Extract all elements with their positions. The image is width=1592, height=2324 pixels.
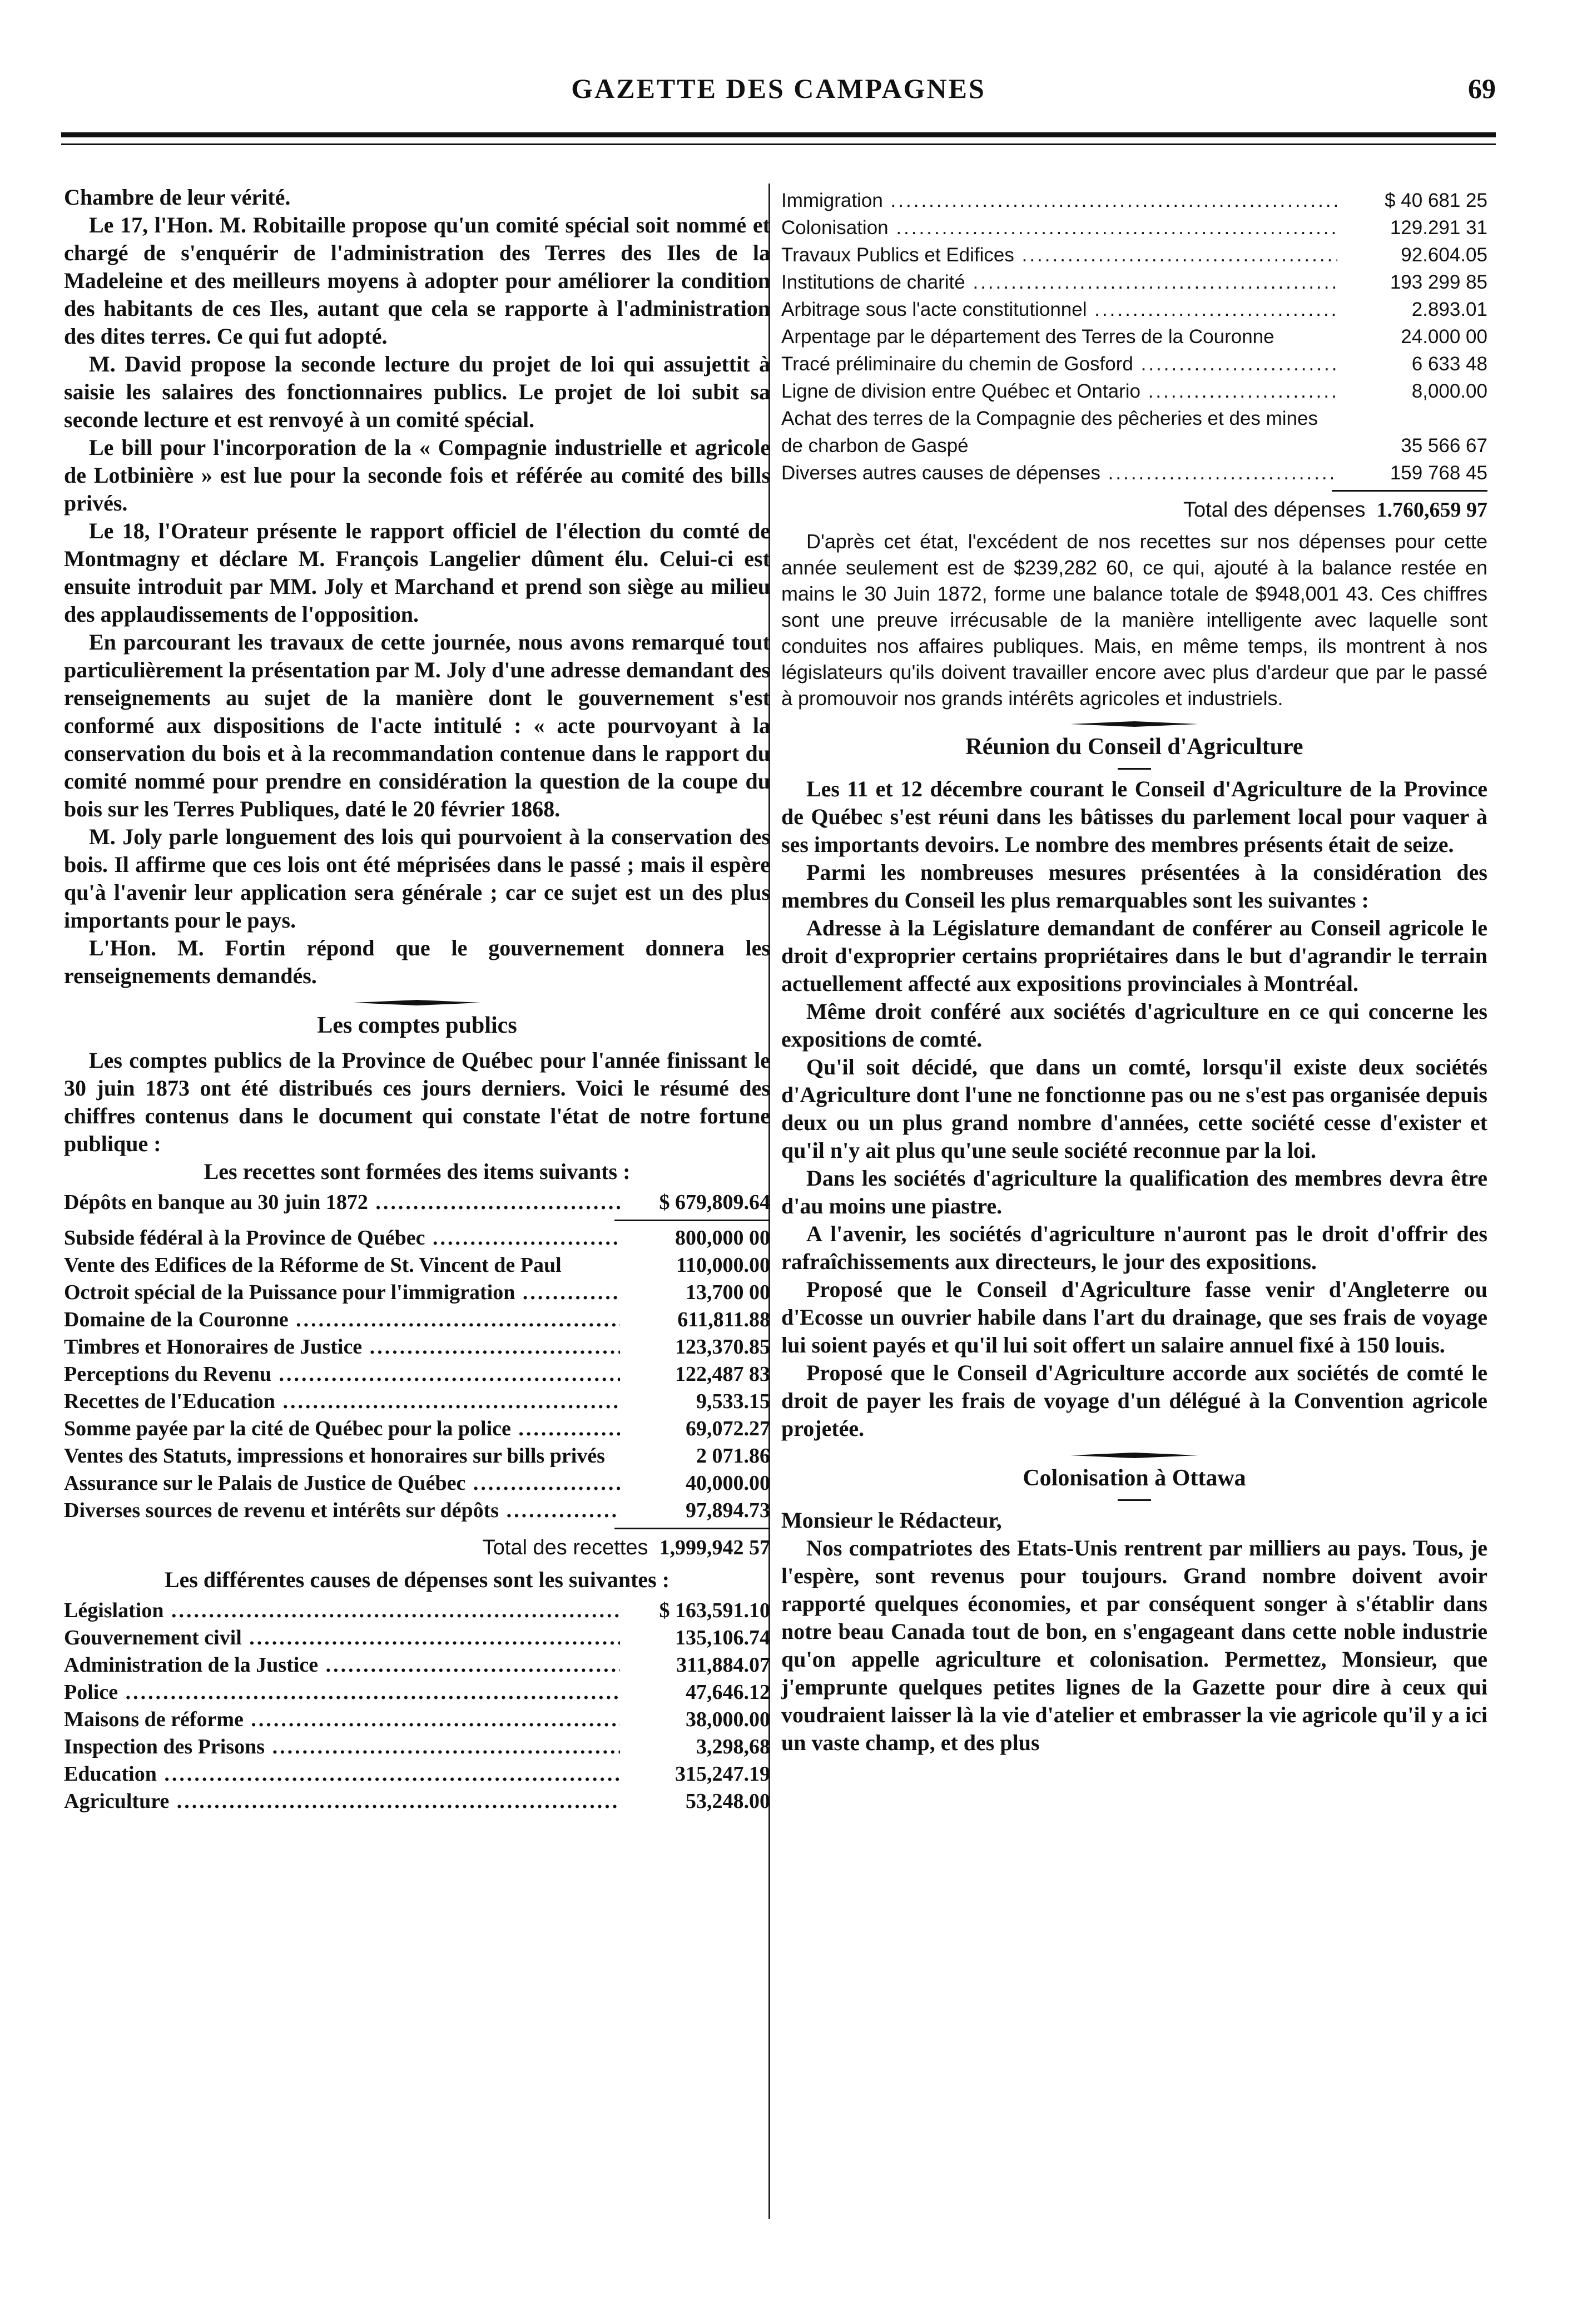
ledger-row [781,296,1487,323]
ledger-amount: 92.604.05 [1401,244,1487,266]
expenses-heading: Les différentes causes de dépenses sont les suivantes : [164,1567,670,1592]
ledger-amount: 611,811.88 [677,1308,770,1331]
sum-rule [614,1528,770,1529]
ledger-amount: 97,894.73 [686,1499,770,1522]
ledger-amount: 13,700 00 [686,1281,770,1304]
paragraph: Parmi les nombreuses mesures présentées à la considération des membres du Conseil les plus remarquables sont les suivantes : [781,860,1487,913]
receipts-ledger [64,1225,770,1524]
ledger-amount: 135,106.74 [675,1626,770,1649]
ledger-amount: 122,487 83 [675,1362,770,1386]
salutation: Monsieur le Rédacteur, [781,1508,1002,1533]
header-rule-thick [61,132,1496,137]
ledger-amount: 47,646.12 [686,1681,770,1704]
ledger-label: Dépôts en banque au 30 juin 1872 ..... [64,1189,620,1216]
ledger-row [781,241,1487,269]
ledger-row [781,323,1487,350]
ledger-amount: 800,000 00 [675,1226,770,1250]
paragraph: En parcourant les travaux de cette journée, nous avons remarqué tout particulièrement la présentation par M. Joly d'une adresse demandant des renseignements au sujet de la manière dont le gouvernement s'est conformé aux dispositions de l'acte intitulé : « acte pourvoyant à la conservation du bois et à la recommandation contenue dans le rapport du comité nommé pour prendre en considération la question de la coupe du bois sur les Terres Publiques, daté le 20 février 1868. [64,630,770,821]
section-heading-colonisation [781,1453,1487,1493]
ledger-amount: 2 071.86 [696,1444,770,1468]
ledger-label: Achat des terres de la Compagnie des pêcheries et des mines de charbon de Gaspé [781,408,1318,457]
header-rule-thin [61,143,1496,145]
paragraph: M. Joly parle longuement des lois qui pourvoient à la conservation des bois. Il affirme que ces lois ont été méprisées dans le passé ; mais il espère qu'à l'avenir leur application sera générale ; car ce sujet est un des plus importants pour le pays. [64,824,770,933]
ledger-label: Ligne de division entre Québec et Ontario ..... [781,378,1337,405]
ledger-amount: 38,000.00 [686,1708,770,1731]
ledger-amount: 311,884.07 [676,1653,770,1677]
section-title: Réunion du Conseil d'Agriculture [965,734,1303,760]
page-number: 69 [1468,73,1496,104]
ledger-amount: 24.000 00 [1401,326,1487,348]
ledger-label: Arpentage par le département des Terres de la Couronne [781,326,1274,348]
ledger-label: Octroit spécial de la Puissance pour l'immigration ..... [64,1279,620,1306]
ledger-label: Diverses autres causes de dépenses ..... [781,459,1337,487]
ledger-row [64,1652,770,1679]
ledger-amount: 129.291 31 [1390,217,1487,239]
ledger-label: Subside fédéral à la Province de Québec ..... [64,1225,620,1252]
ornament-rule-icon [1070,721,1198,727]
ledger-label: Tracé préliminaire du chemin de Gosford ..... [781,350,1337,378]
expenses-ledger-left [64,1597,770,1815]
ledger-label: Gouvernement civil ..... [64,1624,620,1652]
ledger-amount: 8,000.00 [1411,380,1487,402]
ledger-row [64,1189,770,1216]
ledger-label: Diverses sources de revenu et intérêts sur dépôts ..... [64,1497,620,1524]
paragraph: Le 18, l'Orateur présente le rapport officiel de l'élection du comté de Montmagny et déclare M. François Langelier dûment élu. Celui-ci est ensuite introduit par MM. Joly et Marchand et prend son siège au milieu des applaudissements de l'opposition. [64,518,770,627]
paragraph: Proposé que le Conseil d'Agriculture fasse venir d'Angleterre ou d'Ecosse un ouvrier habile dans l'art du drainage, que ses frais de voyage lui soient payés et qu'il lui soit offert un salaire annuel fixé à 150 louis. [781,1277,1487,1357]
ledger-amount: 9,533.15 [696,1390,770,1413]
receipts-total [64,1534,770,1562]
ledger-label: Administration de la Justice ..... [64,1652,620,1679]
ledger-amount: 193 299 85 [1390,271,1487,293]
ledger-row [781,350,1487,378]
ledger-row [64,1252,770,1279]
paragraph: Nos compatriotes des Etats-Unis rentrent par milliers au pays. Tous, je l'espère, sont revenus pour toujours. Grand nombre doivent avoir rapporté quelques économies, et par conséquent songer à s'établir dans notre beau Canada tout de bon, en s'engageant dans cette noble industrie qu'on appelle agriculture et colonisation. Permettez, Monsieur, que j'emprunte quelques petites lignes de la Gazette pour dire à ceux qui voudraient laisser là la vie d'atelier et embrasser la vie agricole qu'il y a ici un vaste champ, et des plus [781,1535,1487,1755]
paragraph: Dans les sociétés d'agriculture la qualification des membres devra être d'au moins une piastre. [781,1166,1487,1218]
ledger-label: Ventes des Statuts, impressions et honoraires sur bills privés [64,1444,605,1468]
ledger-label: Somme payée par la cité de Québec pour la police ..... [64,1415,620,1443]
ledger-label: Police ..... [64,1679,620,1706]
summary-paragraph: D'après cet état, l'excédent de nos recettes sur nos dépenses pour cette année seulement est de $239,282 60, ce qui, ajouté à la balance restée en mains le 30 Juin 1872, forme une balance totale de $948,001 43. Ces chiffres sont une preuve irrécusable de la manière intelligente avec laquelle sont conduites nos affaires publiques. Mais, en même temps, ils montrent à nos législateurs qu'ils doivent travailler encore avec plus d'ardeur que par le passé à promouvoir nos grands intérêts agricoles et industriels. [781,530,1487,710]
ledger-amount: 69,072.27 [686,1417,770,1440]
receipts-heading: Les recettes sont formées des items suivants : [204,1159,631,1184]
ledger-row [781,459,1487,487]
paragraph: Adresse à la Législature demandant de conférer au Conseil agricole le droit d'exproprier certains propriétaires dans le but d'agrandir le terrain actuellement affecté aux expositions provinciales à Montréal. [781,915,1487,996]
ledger-amount: 53,248.00 [686,1790,770,1813]
right-column [781,184,1487,1757]
ledger-amount: $ 679,809.64 [659,1191,770,1214]
ledger-label: Assurance sur le Palais de Justice de Québec ..... [64,1470,620,1497]
expenses-ledger-right [781,187,1487,487]
ledger-amount: 315,247.19 [675,1762,770,1786]
left-column [64,184,770,1818]
ledger-amount: 35 566 67 [1401,435,1487,457]
ledger-label: Inspection des Prisons ..... [64,1733,620,1761]
ledger-row [64,1361,770,1388]
ornament-rule-icon [1070,1453,1198,1458]
ledger-label: Timbres et Honoraires de Justice ..... [64,1334,620,1361]
ledger-label: Perceptions du Revenu ..... [64,1361,620,1388]
ledger-label: Arbitrage sous l'acte constitutionnel ..... [781,296,1337,323]
ledger-label: Travaux Publics et Edifices ..... [781,241,1337,269]
sum-rule [1332,490,1487,492]
ledger-row [781,269,1487,296]
paragraph: Chambre de leur vérité. [64,185,291,210]
ledger-row [64,1706,770,1733]
ledger-row [64,1334,770,1361]
paragraph: A l'avenir, les sociétés d'agriculture n'auront pas le droit d'offrir des rafraîchissements aux directeurs, le jour des expositions. [781,1221,1487,1274]
ledger-label: Législation ..... [64,1597,620,1624]
total-label: Total des recettes [482,1536,648,1559]
total-amount: 1.760,659 97 [1376,498,1487,522]
paragraph: Les comptes publics de la Province de Québec pour l'année finissant le 30 juin 1873 ont été distribués ces jours derniers. Voici le résumé des chiffres contenus dans le document qui constate l'état de notre fortune publique : [64,1048,770,1156]
section-heading-comptes [64,1000,770,1040]
ledger-label: Recettes de l'Education ..... [64,1388,620,1415]
ledger-row [64,1624,770,1652]
paragraph: M. David propose la seconde lecture du projet de loi qui assujettit à saisie les salaires des fonctionnaires publics. Le projet de loi subit sa seconde lecture et est renvoyé à un comité spécial. [64,351,770,432]
ledger-row [64,1597,770,1624]
paragraph: Qu'il soit décidé, que dans un comté, lorsqu'il existe deux sociétés d'Agriculture dont l'une ne fonctionne pas ou ne s'est pas organisée depuis deux ou un plus grand nombre d'années, cette société cesse d'exister et qu'il n'y ait plus qu'une seule société reconnue par la loi. [781,1054,1487,1163]
ledger-label: Education ..... [64,1761,620,1788]
ledger-amount: 159 768 45 [1390,462,1487,484]
paragraph: Le bill pour l'incorporation de la « Compagnie industrielle et agricole de Lotbinière » est lue pour la seconde fois et référée au comité des bills privés. [64,435,770,516]
ledger-label: Immigration ..... [781,187,1337,214]
ledger-label: Vente des Edifices de la Réforme de St. Vincent de Paul [64,1253,562,1277]
ledger-row [64,1733,770,1761]
ledger-amount: 2.893.01 [1411,299,1487,320]
ornament-rule-icon [353,1000,481,1005]
page-header [61,72,1496,111]
ledger-row [64,1415,770,1443]
paragraph: Le 17, l'Hon. M. Robitaille propose qu'un comité spécial soit nommé et chargé de s'enquérir de l'administration des Terres des Iles de la Madeleine et des meilleurs moyens à adopter pour améliorer la condition des habitants de ces Iles, autant que cela se rapporte à l'administration des dites terres. Ce qui fut adopté. [64,212,770,349]
ledger-label: Domaine de la Couronne ..... [64,1306,620,1334]
ledger-row [64,1761,770,1788]
ledger-amount: $ 40 681 25 [1385,190,1487,211]
ledger-row [64,1279,770,1306]
ledger-row [781,405,1487,459]
ledger-row [781,378,1487,405]
ledger-row [64,1225,770,1252]
ledger-label: Maisons de réforme ..... [64,1706,620,1733]
deposit-ledger [64,1189,770,1216]
gazette-title: GAZETTE DES CAMPAGNES [571,73,986,104]
ledger-amount: 40,000.00 [686,1471,770,1495]
ledger-row [64,1470,770,1497]
ledger-amount: $ 163,591.10 [659,1599,770,1622]
section-title: Colonisation à Ottawa [1023,1465,1246,1491]
sum-rule [614,1220,770,1221]
ledger-label: Colonisation ..... [781,214,1337,241]
total-label: Total des dépenses [1183,498,1366,522]
ledger-row [781,187,1487,214]
ledger-label: Agriculture ..... [64,1788,620,1815]
ledger-amount: 3,298,68 [696,1735,770,1758]
ledger-row [64,1679,770,1706]
section-title: Les comptes publics [317,1013,517,1038]
paragraph: Même droit conféré aux sociétés d'agriculture en ce qui concerne les expositions de comté. [781,999,1487,1052]
total-amount: 1,999,942 57 [659,1536,770,1559]
paragraph: Les 11 et 12 décembre courant le Conseil d'Agriculture de la Province de Québec s'est réuni dans les bâtisses du parlement local pour vaquer à ses importants devoirs. Le nombre des membres présents était de seize. [781,776,1487,857]
section-underline [1118,1499,1151,1501]
section-underline [1118,768,1151,770]
expenses-total [781,496,1487,524]
ledger-row [781,214,1487,241]
ledger-amount: 110,000.00 [676,1253,770,1277]
ledger-row [64,1306,770,1334]
paragraph: L'Hon. M. Fortin répond que le gouvernement donnera les renseignements demandés. [64,935,770,988]
section-heading-conseil [781,721,1487,761]
ledger-label: Institutions de charité ..... [781,269,1337,296]
ledger-amount: 6 633 48 [1411,353,1487,375]
ledger-row [64,1443,770,1470]
ledger-row [64,1388,770,1415]
ledger-amount: 123,370.85 [675,1335,770,1359]
ledger-row [64,1497,770,1524]
ledger-row [64,1788,770,1815]
paragraph: Proposé que le Conseil d'Agriculture accorde aux sociétés de comté le droit de payer les frais de voyage d'un délégué à la Convention agricole projetée. [781,1360,1487,1441]
